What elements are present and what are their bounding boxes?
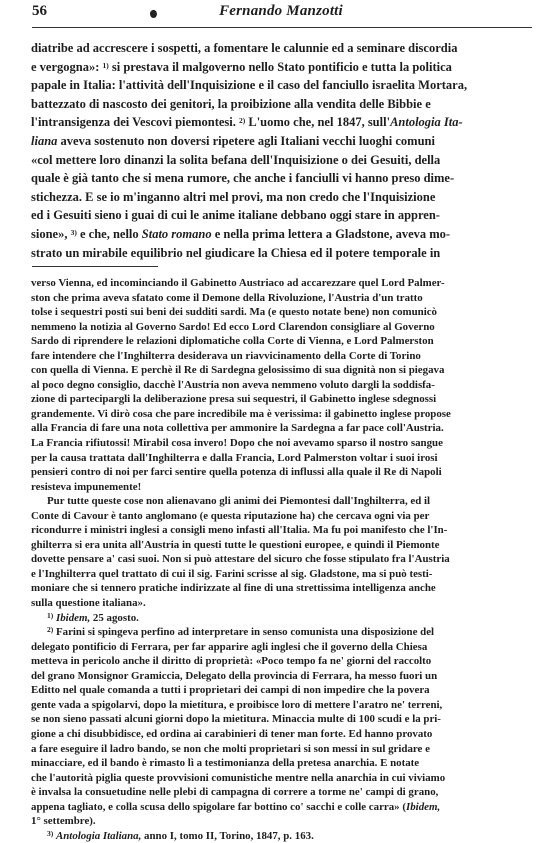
text-line: quale è già tanto che si mena rumore, che anche i fanciulli vi hanno preso dime-	[31, 171, 455, 186]
note-line: dovette pensare a' casi suoi. Non si può attestare del sicuro che fosse stipulato fra l'Austria	[31, 553, 450, 566]
note-line: Editto nel quale comanda a tutti i proprietari dei campi di non impedire che la povera	[31, 684, 430, 697]
note-line: ghilterra si era unita all'Austria in questi tutte le questioni europee, e quindi il Piemonte	[31, 538, 440, 551]
note-line: ricondurre i ministri inglesi a consigli meno infasti all'Italia. Ma fu poi manifesto che l'In-	[31, 524, 448, 537]
footnotes	[31, 276, 531, 843]
note-line: ston che prima aveva sfatato come il Demone della Rivoluzione, l'Austria d'un tratto	[31, 291, 423, 304]
note-line: nemmeno la notizia al Governo Sardo! Ed ecco Lord Clarendon consigliare al Governo	[31, 320, 435, 333]
footnote-rule	[32, 266, 158, 267]
footnote-3: $^{3)}$ Antologia Italiana, anno I, tomo II, Torino, 1847, p. 163.	[47, 828, 314, 842]
note-line: zione di partecipargli la deliberazione presa sui sequestri, il Gabinetto inglese sdegnossi	[31, 393, 437, 406]
note-line: La Francia rifiutossi! Mirabil cosa invero! Dopo che noi avevamo sparso il nostro sangue	[31, 437, 443, 450]
note-line: Sardo di riprendere le relazioni diplomatiche colla Corte di Vienna, e Lord Palmerston	[31, 335, 434, 348]
text-line: liana aveva sostenuto non doversi ripetere agli Italiani vecchi luoghi comuni	[31, 133, 435, 148]
note-line: pensieri contro di noi per farci sentire quella potenza di influssi alla quale il Re di Napoli	[31, 466, 442, 479]
note-line: fare intendere che l'Inghilterra desiderava un riavvicinamento della Corte di Torino	[31, 349, 421, 362]
note-line: alla Francia di fare una nota collettiva per ammonire la Sardegna a far pace coll'Austria.	[31, 422, 444, 435]
note-line: Pur tutte queste cose non alienavano gli animi dei Piemontesi dall'Inghilterra, ed il	[47, 495, 431, 508]
text-line: battezzato di nascosto dei genitori, la proibizione alla vendita delle Bibbie e	[31, 96, 431, 111]
running-head: Fernando Manzotti	[219, 3, 343, 19]
text-line: l'intransigenza dei Vescovi piemontesi. $^{2)}$ L'uomo che, nel 1847, sull'Antologia Ita-	[31, 115, 463, 130]
text-line: «col mettere loro dinanzi la solita befana dell'Inquisizione o dei Gesuiti, della	[31, 152, 441, 167]
note-line: metteva in pericolo anche il diritto di proprietà: «Poco tempo fa ne' giorni del raccolto	[31, 655, 432, 668]
text-line: diatribe ad accrescere i sospetti, a fomentare le calunnie ed a seminare discordia	[31, 41, 458, 55]
main-text	[31, 39, 531, 262]
note-line: se non sieno passati alcuni giorni dopo la mietitura. Minaccia multe di 100 scudi e la pri-	[31, 713, 441, 726]
page-number: 56	[32, 3, 47, 19]
note-line: del grano Monsignor Gramiccia, Delegato della provincia di Ferrara, ha messo fuori un	[31, 669, 438, 682]
note-line: che l'autorità piglia queste provvisioni comunistiche mentre nella anarchia in cui viviamo	[31, 771, 446, 784]
note-line: a fare eseguire il ladro bando, se non che molti proprietari si son messi in sul gridare e	[31, 742, 430, 755]
text-line: e vergogna»: $^{1)}$ si prestava il malgoverno nello Stato pontificio e tutta la politica	[31, 59, 452, 74]
note-line: grandemente. Vi dirò cosa che pare incredibile ma è verissima: il gabinetto inglese propose	[31, 407, 451, 420]
note-line: e l'Inghilterra quel trattato di cui il sig. Farini scrisse al sig. Gladstone, ma si può testi-	[31, 567, 433, 580]
footnote-ref: 2)	[239, 116, 246, 126]
footnote-ref: 1)	[102, 60, 109, 70]
note-line: verso Vienna, ed incominciando il Gabinetto Austriaco ad accarezzare quel Lord Palmer-	[31, 277, 445, 289]
note-line: appena tagliato, e colla scusa dello spigolare far bottino co' sacchi e colle carra» (Ibidem,	[31, 800, 441, 813]
footnote-1: $^{1)}$ Ibidem, 25 agosto.	[47, 610, 139, 624]
footnote-ref: 3)	[70, 227, 77, 237]
text-line: sione», $^{3)}$ e che, nello Stato romano e nella prima lettera a Gladstone, aveva mo-	[31, 226, 451, 241]
note-line: gente vada a spigolarvi, dopo la mietitura, e proibisce loro di mettere l'aratro ne' terreni,	[31, 698, 443, 711]
note-line: sulla questione italiana».	[31, 597, 146, 610]
note-line: gione a chi disubbidisce, ed ordina ai carabinieri di tener man forte. Ed hanno provato	[31, 727, 433, 740]
note-line: minacciare, ed il bando è rimasto lì a testimonianza della pretesa anarchia. E notate	[31, 757, 420, 770]
text-line: strato un mirabile equilibrio nel giudicare la Chiesa ed il potere temporale in	[31, 245, 441, 260]
note-line: al poco degno consiglio, dacchè l'Austria non aveva nemmeno voluto dargli la soddisfa-	[31, 378, 435, 391]
note-line: moniare che si tennero pratiche indirizzate al fine di una strettissima intelligenza anche	[31, 582, 436, 595]
text-line: papale in Italia: l'attività dell'Inquisizione e il caso del fanciullo israelita Mortara,	[31, 78, 468, 93]
note-line: tolse i sequestri posti sui beni dei sudditi sardi. Ma (e questo notate bene) non comunicò	[31, 306, 438, 319]
note-line: delegato pontificio di Ferrara, per far apparire agli inglesi che il governo della Chiesa	[31, 640, 428, 653]
text-line: stichezza. E se io m'inganno altri mel provi, ma non credo che l'Inquisizione	[31, 189, 436, 204]
note-line: Conte di Cavour è tanto anglomano (e questa riputazione ha) che cercava ogni via per	[31, 509, 430, 522]
text-line: ed i Gesuiti sieno i guai di cui le anime italiane debbano oggi stare in appren-	[31, 208, 440, 223]
page-header	[32, 3, 530, 25]
footnote-2: $^{2)}$ Farini si spingeva perfino ad interpretare in senso comunista una disposizione del	[47, 625, 435, 639]
note-line: con quella di Vienna. E perchè il Re di Sardegna gelosissimo di sua dignità non si piegava	[31, 364, 445, 377]
header-rule	[32, 27, 532, 28]
note-line: per la causa trattata dall'Inghilterra e dalla Francia, Lord Palmerston voltar i suoi irosi	[31, 451, 438, 464]
note-line: è invalsa la consuetudine nelle plebi di campagna di correre a torme ne' campi di grano,	[31, 786, 439, 799]
note-line: 1° settembre).	[31, 815, 96, 828]
note-line: resisteva impunemente!	[31, 480, 142, 493]
